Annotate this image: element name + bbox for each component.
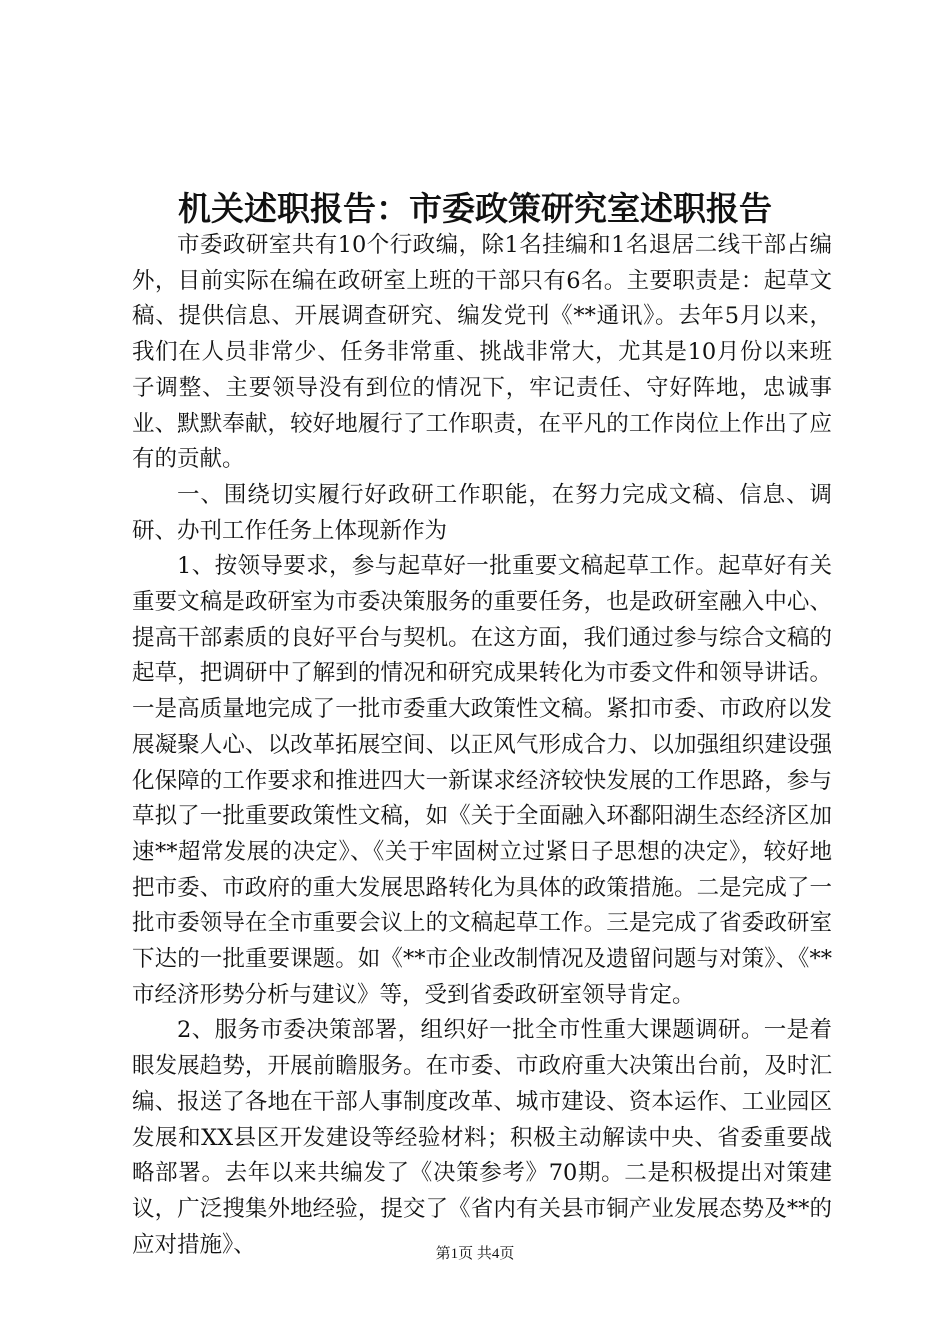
document-title: 机关述职报告：市委政策研究室述职报告 <box>178 189 772 228</box>
paragraph-item-2: 2、服务市委决策部署，组织好一批全市性重大课题调研。一是着眼发展趋势，开展前瞻服务。在市委、市政府重大决策出台前，及时汇编、报送了各地在干部人事制度改革、城市建设、资本运作、工业园区发展和XX县区开发建设等经验材料；积极主动解读中央、省委重要战略部署。去年以来共编发了《决策参考》70期。二是积极提出对策建议，广泛搜集外地经验，提交了《省内有关县市铜产业发展态势及**的应对措施》、 <box>132 1017 832 1258</box>
page-number-footer: 第1页 共4页 <box>435 1246 515 1262</box>
paragraph-section-heading-1: 一、围绕切实履行好政研工作职能，在努力完成文稿、信息、调研、办刊工作任务上体现新作为 <box>132 481 832 544</box>
paragraph-item-1: 1、按领导要求，参与起草好一批重要文稿起草工作。起草好有关重要文稿是政研室为市委决策服务的重要任务，也是政研室融入中心、提高干部素质的良好平台与契机。在这方面，我们通过参与综合文稿的起草，把调研中了解到的情况和研究成果转化为市委文件和领导讲话。一是高质量地完成了一批市委重大政策性文稿。紧扣市委、市政府以发展凝聚人心、以改革拓展空间、以正风气形成合力、以加强组织建设强化保障的工作要求和推进四大一新谋求经济较快发展的工作思路，参与草拟了一批重要政策性文稿，如《关于全面融入环鄱阳湖生态经济区加速**超常发展的决定》、《关于牢固树立过紧日子思想的决定》，较好地把市委、市政府的重大发展思路转化为具体的政策措施。二是完成了一批市委领导在全市重要会议上的文稿起草工作。三是完成了省委政研室下达的一批重要课题。如《**市企业改制情况及遗留问题与对策》、《**市经济形势分析与建议》等，受到省委政研室领导肯定。 <box>132 553 832 1008</box>
document-body <box>132 228 832 1263</box>
paragraph-intro: 市委政研室共有10个行政编，除1名挂编和1名退居二线干部占编外，目前实际在编在政研室上班的干部只有6名。主要职责是：起草文稿、提供信息、开展调查研究、编发党刊《**通讯》。去年5月以来，我们在人员非常少、任务非常重、挑战非常大，尤其是10月份以来班子调整、主要领导没有到位的情况下，牢记责任、守好阵地，忠诚事业、默默奉献，较好地履行了工作职责，在平凡的工作岗位上作出了应有的贡献。 <box>132 232 832 473</box>
